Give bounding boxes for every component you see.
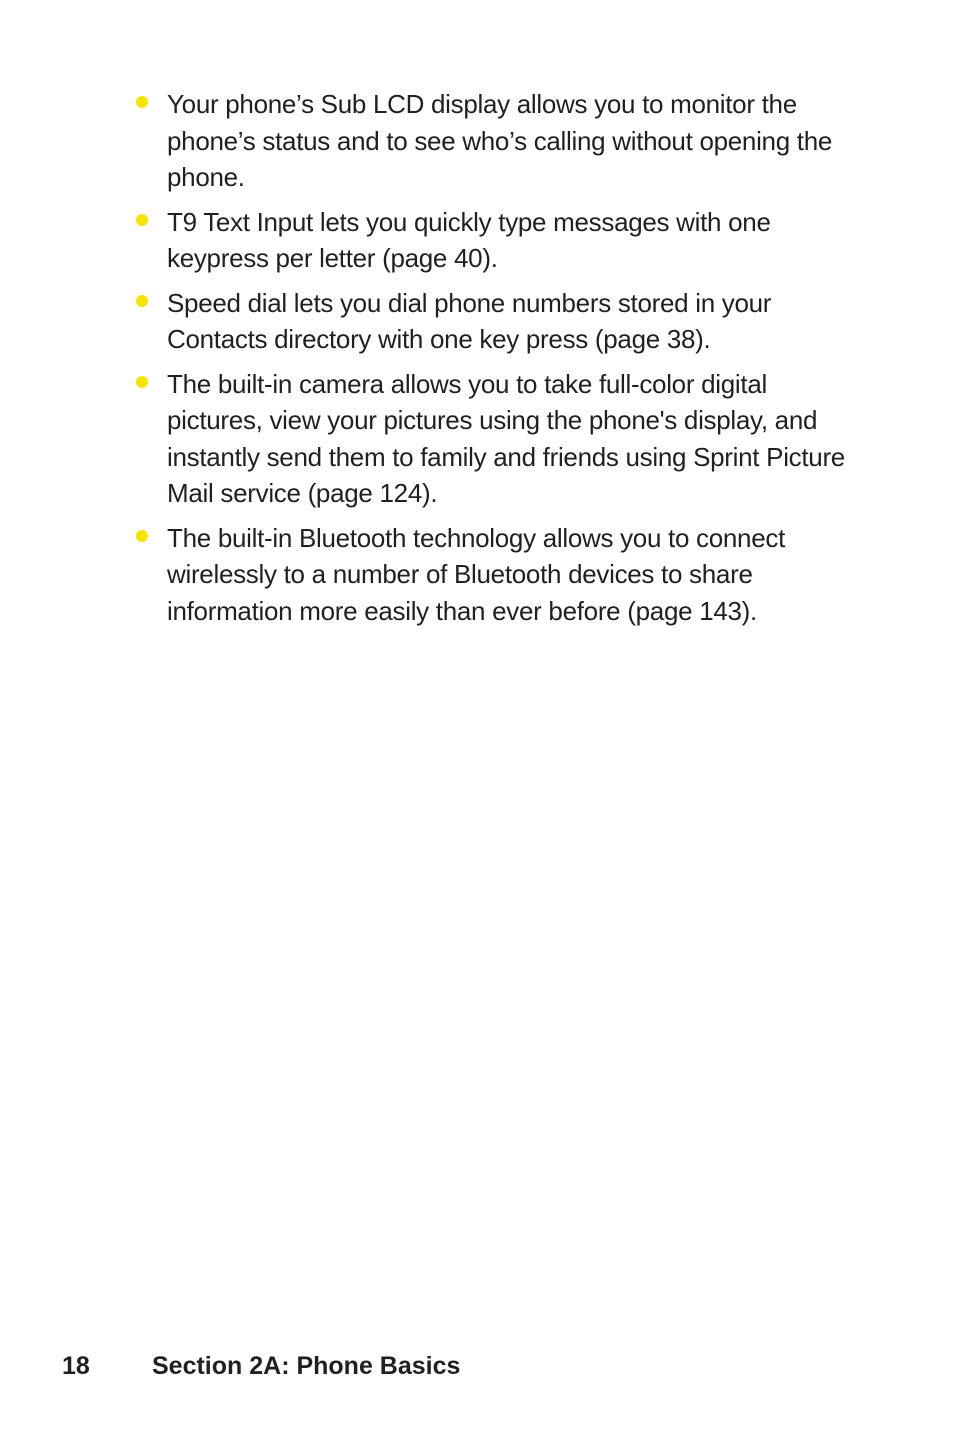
feature-bullet-list bbox=[0, 86, 954, 637]
bullet-dot-icon bbox=[136, 214, 148, 226]
bullet-text: Your phone’s Sub LCD display allows you to monitor the phone’s status and to see who’s calling without opening the phone. bbox=[167, 89, 833, 192]
bullet-item-sub-lcd bbox=[0, 86, 954, 196]
bullet-text: The built-in camera allows you to take full-color digital pictures, view your pictures using the phone's display, and instantly send them to family and friends using Sprint Picture Mail service (page 124). bbox=[167, 368, 845, 508]
bullet-dot-icon bbox=[136, 530, 148, 542]
page-number: 18 bbox=[62, 1352, 90, 1380]
bullet-text: T9 Text Input lets you quickly type messages with one keypress per letter (page 40). bbox=[167, 206, 771, 273]
section-title: Section 2A: Phone Basics bbox=[152, 1352, 461, 1380]
page-footer bbox=[62, 1348, 460, 1384]
bullet-item-t9 bbox=[0, 204, 954, 277]
bullet-dot-icon bbox=[136, 295, 148, 307]
bullet-item-camera bbox=[0, 366, 954, 512]
bullet-text: Speed dial lets you dial phone numbers stored in your Contacts directory with one key press (page 38). bbox=[167, 287, 772, 354]
bullet-item-speed-dial bbox=[0, 285, 954, 358]
bullet-text: The built-in Bluetooth technology allows you to connect wirelessly to a number of Bluetooth devices to share information more easily than ever before (page 143). bbox=[167, 522, 785, 626]
bullet-dot-icon bbox=[136, 96, 148, 108]
bullet-item-bluetooth bbox=[0, 520, 954, 630]
bullet-dot-icon bbox=[136, 376, 148, 388]
